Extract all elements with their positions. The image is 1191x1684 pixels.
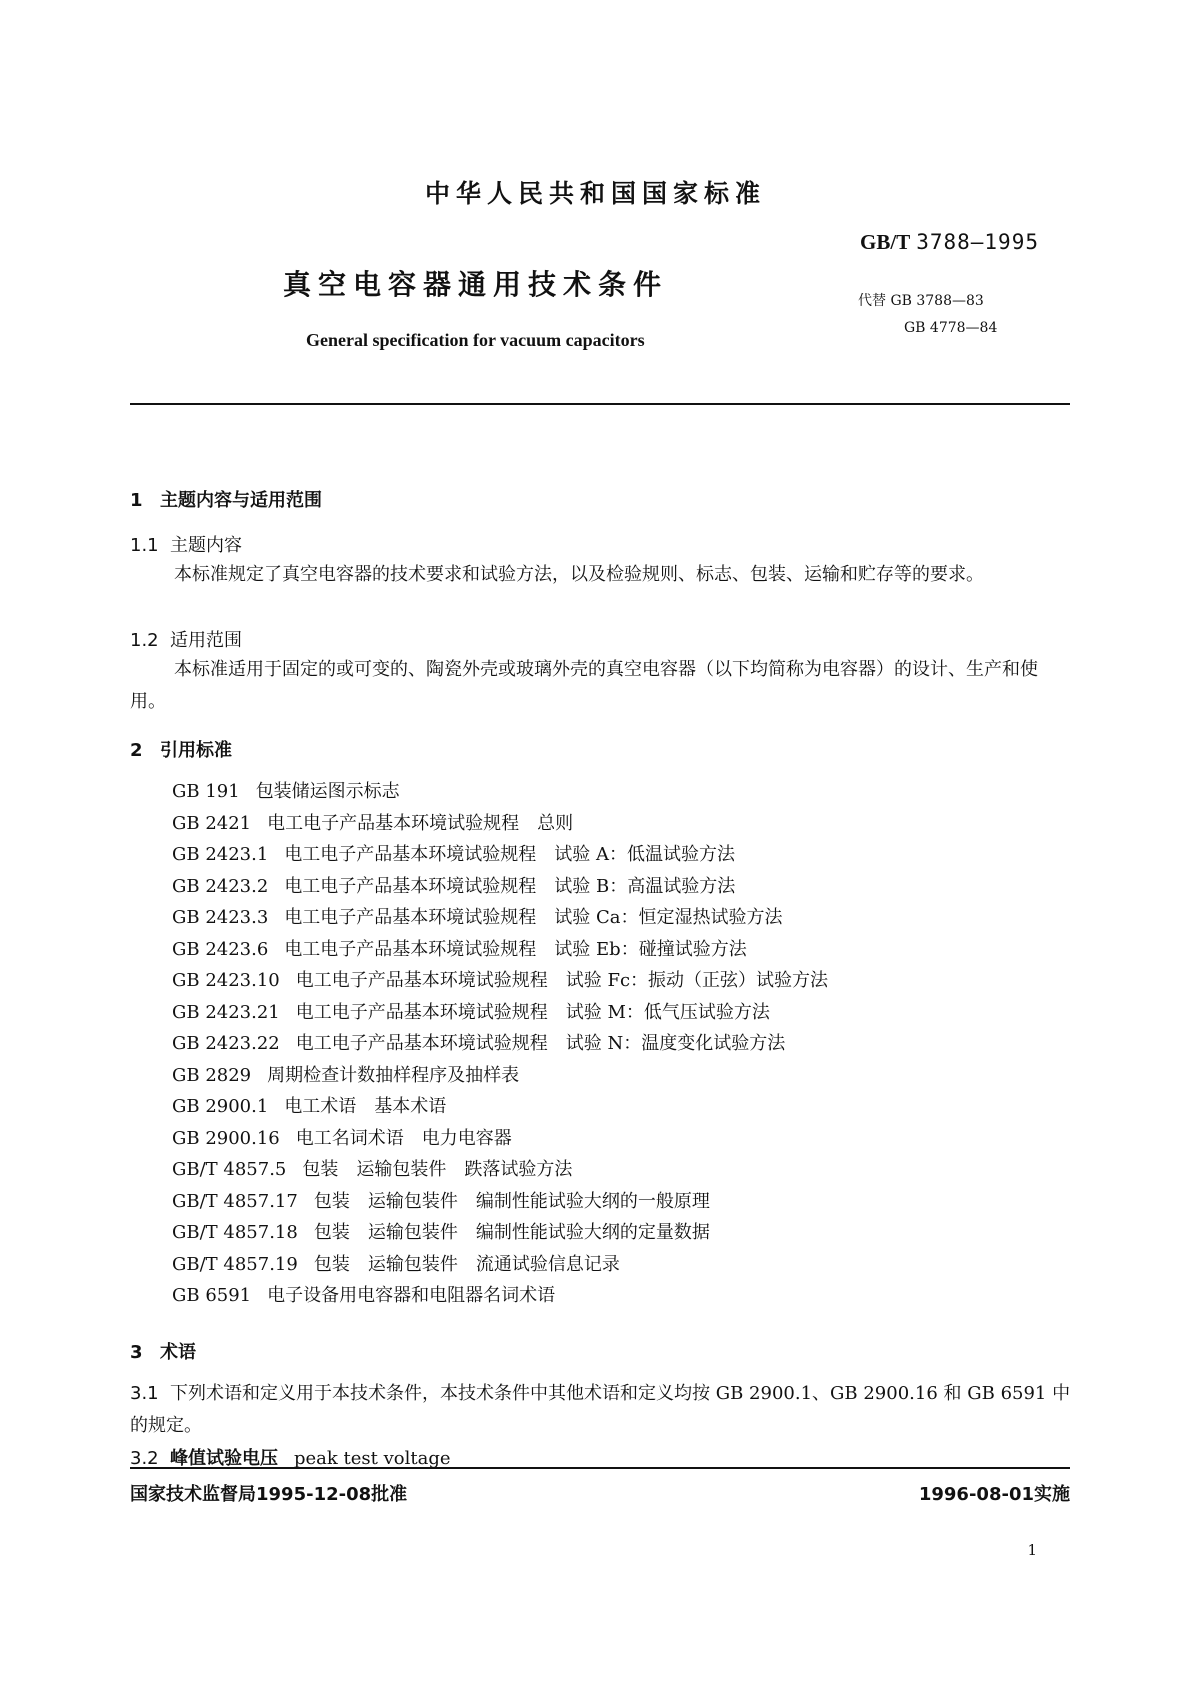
reference-item: [172, 965, 828, 997]
section-title: 术语: [160, 1342, 196, 1363]
reference-code: GB 2423.10: [172, 970, 280, 991]
section-title: 主题内容与适用范围: [160, 490, 322, 511]
reference-title: 电工电子产品基本环境试验规程 试验 M：低气压试验方法: [295, 1001, 770, 1023]
reference-code: GB 2423.21: [172, 1001, 280, 1023]
reference-code: GB/T 4857.5: [172, 1159, 287, 1180]
subsection-number: 1.1: [130, 535, 159, 556]
reference-title: 电子设备用电容器和电阻器名词术语: [267, 1285, 556, 1306]
reference-item: [172, 1060, 828, 1092]
reference-item: [172, 808, 828, 840]
section-number: 3: [130, 1342, 143, 1363]
reference-code: GB 2423.1: [172, 844, 269, 865]
reference-item: [172, 776, 828, 808]
reference-code: GB/T 4857.19: [172, 1253, 298, 1275]
reference-item: [172, 997, 828, 1029]
section-1-heading: [130, 486, 322, 512]
reference-item: [172, 902, 828, 934]
normative-references-list: [172, 776, 828, 1312]
reference-code: GB 2423.6: [172, 938, 269, 960]
subsection-title: 适用范围: [170, 630, 242, 651]
reference-title: 电工名词术语 电力电容器: [295, 1127, 512, 1149]
national-standard-heading: 中华人民共和国国家标准: [424, 179, 766, 208]
reference-title: 电工电子产品基本环境试验规程 试验 Ca：恒定湿热试验方法: [284, 907, 783, 928]
reference-title: 电工电子产品基本环境试验规程 试验 B：高温试验方法: [284, 875, 736, 897]
reference-item: [172, 1123, 828, 1155]
reference-code: GB 191: [172, 781, 240, 802]
implementation-date: 1996-08-01实施: [918, 1484, 1070, 1505]
reference-item: [172, 1186, 828, 1218]
subsection-number: 3.2: [130, 1448, 159, 1469]
reference-item: [172, 1091, 828, 1123]
reference-item: [172, 1154, 828, 1186]
reference-code: GB 2829: [172, 1064, 252, 1086]
reference-code: GB 2423.22: [172, 1033, 280, 1054]
reference-code: GB 6591: [172, 1285, 252, 1306]
section-3-heading: [130, 1338, 196, 1364]
section-1-2-heading: [130, 626, 242, 652]
reference-item: [172, 934, 828, 966]
term-cn: 峰值试验电压: [170, 1448, 278, 1469]
reference-title: 电工电子产品基本环境试验规程 总则: [267, 812, 574, 834]
term-en: peak test voltage: [294, 1448, 451, 1469]
reference-title: 周期检查计数抽样程序及抽样表: [267, 1064, 520, 1086]
reference-code: GB 2900.1: [172, 1096, 269, 1117]
approval-statement: 国家技术监督局1995-12-08批准: [130, 1484, 408, 1505]
reference-item: [172, 1028, 828, 1060]
subsection-number: 3.1: [130, 1383, 159, 1404]
reference-title: 包装 运输包装件 编制性能试验大纲的一般原理: [313, 1190, 710, 1212]
reference-code: GB 2423.3: [172, 907, 269, 928]
reference-title: 电工电子产品基本环境试验规程 试验 Eb：碰撞试验方法: [284, 938, 747, 960]
standard-prefix: GB/T: [860, 230, 911, 254]
reference-title: 包装 运输包装件 跌落试验方法: [302, 1159, 573, 1180]
section-2-heading: [130, 736, 232, 762]
subsection-text: 下列术语和定义用于本技术条件，本技术条件中其他术语和定义均按 GB 2900.1、GB 2900.16 和 GB 6591 中的规定。: [130, 1383, 1071, 1436]
replaces-line-1: 代替 GB 3788—83: [858, 293, 984, 309]
reference-title: 电工电子产品基本环境试验规程 试验 A：低温试验方法: [284, 844, 736, 865]
reference-item: [172, 1249, 828, 1281]
subsection-title: 主题内容: [170, 535, 242, 556]
section-1-2-paragraph: 本标准适用于固定的或可变的、陶瓷外壳或玻璃外壳的真空电容器（以下均简称为电容器）的设计、生产和使用。: [130, 659, 1038, 712]
standard-number: [860, 230, 1039, 255]
reference-item: [172, 871, 828, 903]
reference-title: 包装 运输包装件 流通试验信息记录: [313, 1253, 620, 1275]
reference-item: [172, 1217, 828, 1249]
document-title-cn: 真空电容器通用技术条件: [283, 268, 669, 301]
section-title: 引用标准: [160, 740, 232, 761]
section-3-1-paragraph: [130, 1378, 1072, 1442]
reference-code: GB 2423.2: [172, 875, 269, 897]
section-1-1-heading: [130, 531, 242, 557]
reference-code: GB/T 4857.18: [172, 1222, 298, 1243]
standard-number-value: 3788—1995: [916, 230, 1039, 254]
reference-title: 电工电子产品基本环境试验规程 试验 Fc：振动（正弦）试验方法: [295, 970, 829, 991]
section-number: 1: [130, 490, 143, 511]
reference-title: 包装储运图示标志: [255, 781, 400, 802]
reference-code: GB 2900.16: [172, 1127, 280, 1149]
subsection-number: 1.2: [130, 630, 159, 651]
reference-item: [172, 839, 828, 871]
header-divider: [130, 403, 1070, 405]
replaces-line-2: GB 4778—84: [904, 320, 998, 336]
reference-title: 电工电子产品基本环境试验规程 试验 N：温度变化试验方法: [295, 1033, 786, 1054]
reference-title: 电工术语 基本术语: [284, 1096, 447, 1117]
document-title-en: General specification for vacuum capacitors: [306, 330, 645, 350]
reference-code: GB 2421: [172, 812, 252, 834]
reference-code: GB/T 4857.17: [172, 1190, 298, 1212]
page-number: 1: [1027, 1541, 1037, 1559]
reference-item: [172, 1280, 828, 1312]
reference-title: 包装 运输包装件 编制性能试验大纲的定量数据: [313, 1222, 710, 1243]
footer-divider: [130, 1467, 1070, 1469]
section-1-1-paragraph: 本标准规定了真空电容器的技术要求和试验方法，以及检验规则、标志、包装、运输和贮存等的要求。: [174, 564, 984, 585]
section-number: 2: [130, 740, 143, 761]
